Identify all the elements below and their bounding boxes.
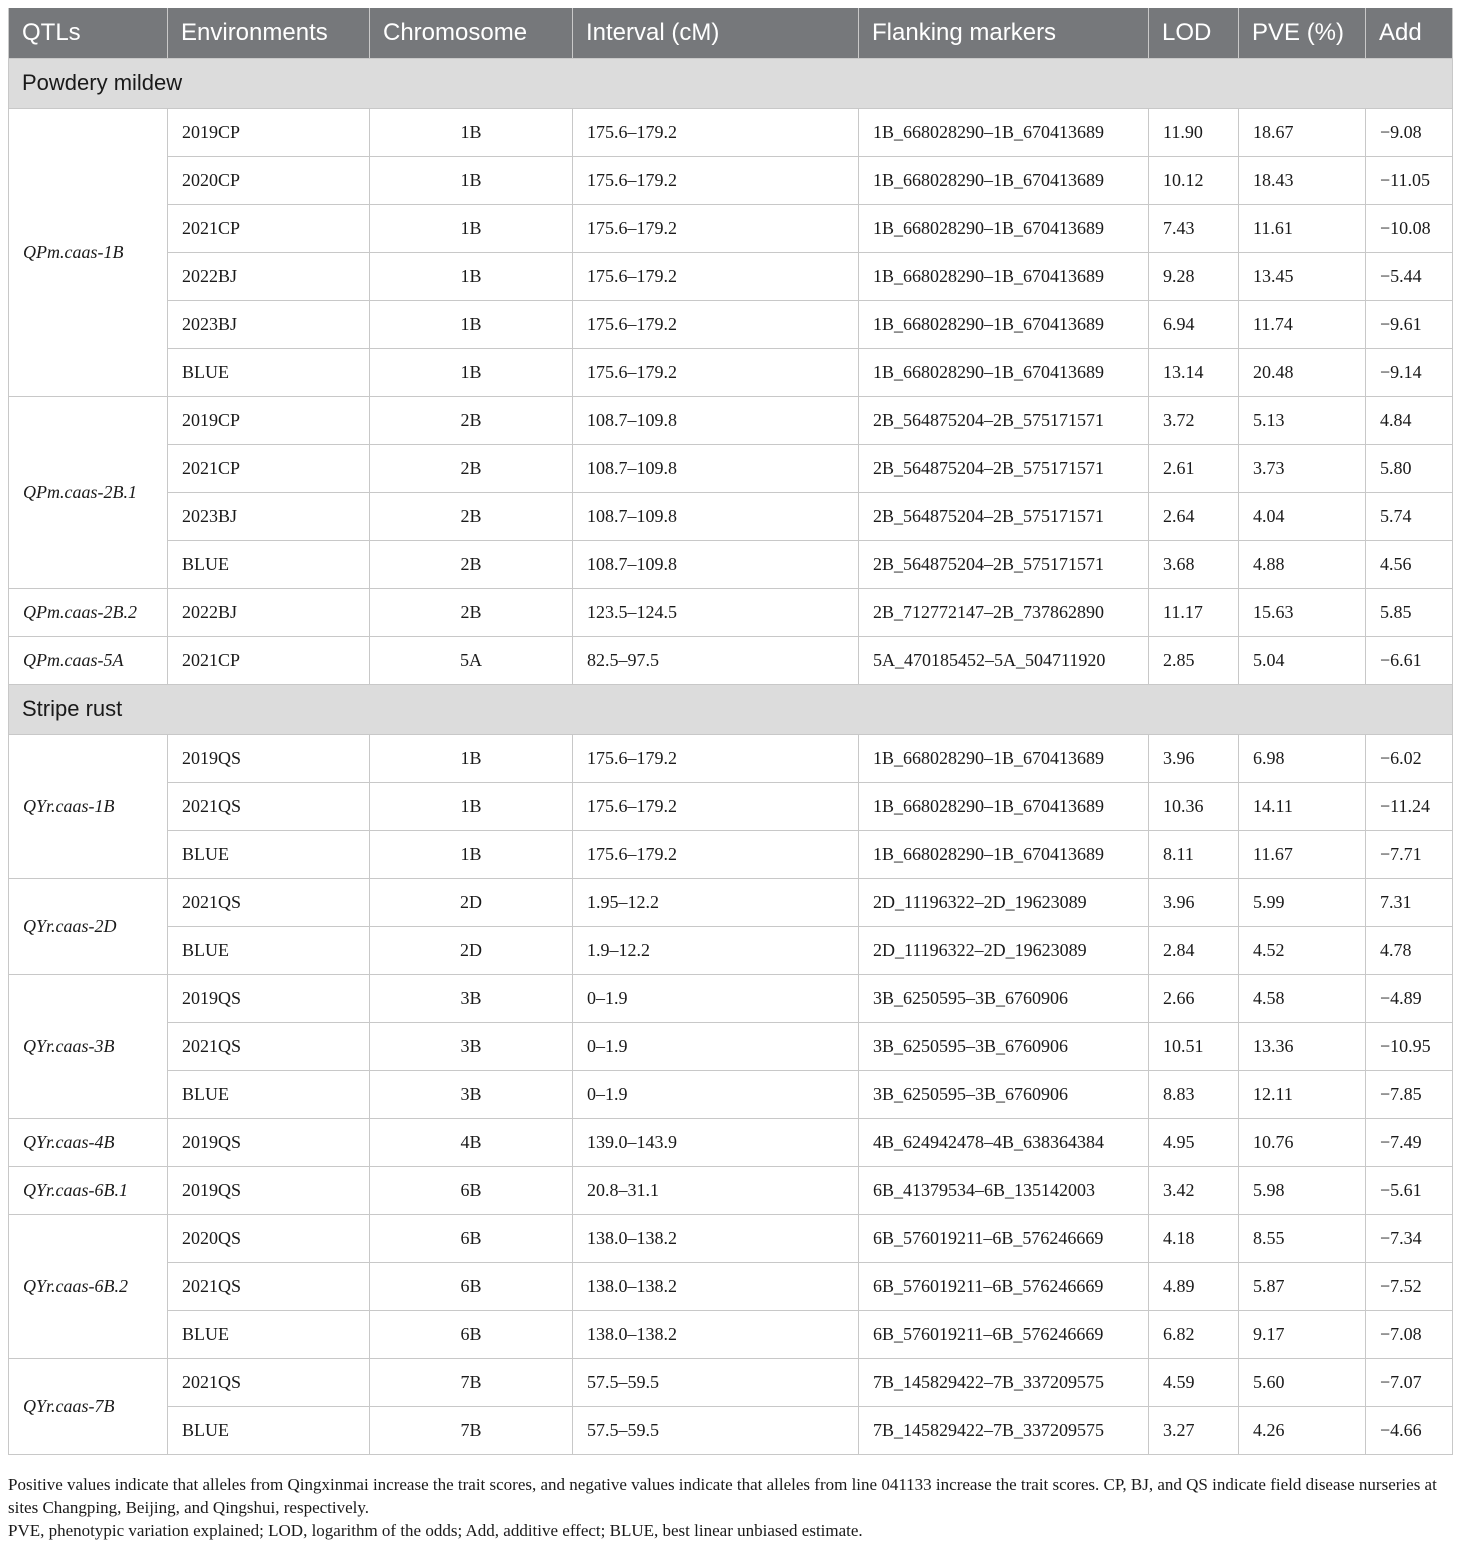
env-cell: 2020CP xyxy=(168,156,370,204)
lod-cell: 4.59 xyxy=(1149,1358,1239,1406)
env-cell: 2019QS xyxy=(168,1166,370,1214)
lod-cell: 10.12 xyxy=(1149,156,1239,204)
chromosome-cell: 1B xyxy=(370,252,573,300)
interval-cell: 108.7–109.8 xyxy=(573,492,859,540)
section-title: Stripe rust xyxy=(9,684,1453,734)
table-row xyxy=(9,204,1453,252)
table-row xyxy=(9,492,1453,540)
lod-cell: 11.90 xyxy=(1149,108,1239,156)
lod-cell: 9.28 xyxy=(1149,252,1239,300)
pve-cell: 4.04 xyxy=(1239,492,1366,540)
qtl-name-cell: QYr.caas-3B xyxy=(9,974,168,1118)
add-cell: −11.24 xyxy=(1366,782,1453,830)
interval-cell: 57.5–59.5 xyxy=(573,1406,859,1454)
table-row xyxy=(9,1358,1453,1406)
markers-cell: 7B_145829422–7B_337209575 xyxy=(859,1406,1149,1454)
env-cell: 2021QS xyxy=(168,878,370,926)
lod-cell: 2.66 xyxy=(1149,974,1239,1022)
env-cell: 2019CP xyxy=(168,108,370,156)
chromosome-cell: 2D xyxy=(370,926,573,974)
markers-cell: 2B_564875204–2B_575171571 xyxy=(859,492,1149,540)
pve-cell: 3.73 xyxy=(1239,444,1366,492)
add-cell: −5.44 xyxy=(1366,252,1453,300)
interval-cell: 108.7–109.8 xyxy=(573,540,859,588)
env-cell: 2019CP xyxy=(168,396,370,444)
table-row xyxy=(9,252,1453,300)
table-row xyxy=(9,396,1453,444)
qtl-name-cell: QYr.caas-2D xyxy=(9,878,168,974)
lod-cell: 8.83 xyxy=(1149,1070,1239,1118)
table-row xyxy=(9,734,1453,782)
table-row xyxy=(9,588,1453,636)
chromosome-cell: 2B xyxy=(370,588,573,636)
env-cell: 2023BJ xyxy=(168,492,370,540)
table-row xyxy=(9,878,1453,926)
header-row xyxy=(9,8,1453,58)
lod-cell: 2.84 xyxy=(1149,926,1239,974)
section-row xyxy=(9,58,1453,108)
chromosome-cell: 2D xyxy=(370,878,573,926)
interval-cell: 82.5–97.5 xyxy=(573,636,859,684)
interval-cell: 108.7–109.8 xyxy=(573,396,859,444)
interval-cell: 175.6–179.2 xyxy=(573,734,859,782)
add-cell: 4.56 xyxy=(1366,540,1453,588)
env-cell: 2022BJ xyxy=(168,588,370,636)
lod-cell: 13.14 xyxy=(1149,348,1239,396)
add-cell: −6.61 xyxy=(1366,636,1453,684)
lod-cell: 7.43 xyxy=(1149,204,1239,252)
pve-cell: 12.11 xyxy=(1239,1070,1366,1118)
section-row xyxy=(9,684,1453,734)
env-cell: 2022BJ xyxy=(168,252,370,300)
table-row xyxy=(9,1262,1453,1310)
chromosome-cell: 4B xyxy=(370,1118,573,1166)
lod-cell: 3.68 xyxy=(1149,540,1239,588)
interval-cell: 123.5–124.5 xyxy=(573,588,859,636)
chromosome-cell: 3B xyxy=(370,974,573,1022)
pve-cell: 4.52 xyxy=(1239,926,1366,974)
add-cell: −6.02 xyxy=(1366,734,1453,782)
chromosome-cell: 7B xyxy=(370,1358,573,1406)
env-cell: BLUE xyxy=(168,926,370,974)
pve-cell: 5.98 xyxy=(1239,1166,1366,1214)
lod-cell: 3.96 xyxy=(1149,734,1239,782)
pve-cell: 18.43 xyxy=(1239,156,1366,204)
pve-cell: 18.67 xyxy=(1239,108,1366,156)
add-cell: −7.49 xyxy=(1366,1118,1453,1166)
qtl-name-cell: QYr.caas-1B xyxy=(9,734,168,878)
add-cell: −7.71 xyxy=(1366,830,1453,878)
table-body xyxy=(9,58,1453,1454)
table-row xyxy=(9,926,1453,974)
chromosome-cell: 2B xyxy=(370,396,573,444)
env-cell: BLUE xyxy=(168,1406,370,1454)
markers-cell: 2D_11196322–2D_19623089 xyxy=(859,878,1149,926)
add-cell: −4.66 xyxy=(1366,1406,1453,1454)
add-cell: −7.08 xyxy=(1366,1310,1453,1358)
interval-cell: 20.8–31.1 xyxy=(573,1166,859,1214)
env-cell: 2019QS xyxy=(168,974,370,1022)
chromosome-cell: 3B xyxy=(370,1022,573,1070)
markers-cell: 3B_6250595–3B_6760906 xyxy=(859,974,1149,1022)
interval-cell: 175.6–179.2 xyxy=(573,108,859,156)
chromosome-cell: 1B xyxy=(370,204,573,252)
lod-cell: 4.89 xyxy=(1149,1262,1239,1310)
pve-cell: 9.17 xyxy=(1239,1310,1366,1358)
pve-cell: 11.61 xyxy=(1239,204,1366,252)
interval-cell: 57.5–59.5 xyxy=(573,1358,859,1406)
markers-cell: 1B_668028290–1B_670413689 xyxy=(859,348,1149,396)
interval-cell: 1.95–12.2 xyxy=(573,878,859,926)
qtl-name-cell: QYr.caas-6B.2 xyxy=(9,1214,168,1358)
table-row xyxy=(9,156,1453,204)
lod-cell: 2.85 xyxy=(1149,636,1239,684)
chromosome-cell: 1B xyxy=(370,300,573,348)
pve-cell: 13.45 xyxy=(1239,252,1366,300)
markers-cell: 1B_668028290–1B_670413689 xyxy=(859,300,1149,348)
markers-cell: 2B_564875204–2B_575171571 xyxy=(859,396,1149,444)
lod-cell: 2.61 xyxy=(1149,444,1239,492)
lod-cell: 10.51 xyxy=(1149,1022,1239,1070)
lod-cell: 3.42 xyxy=(1149,1166,1239,1214)
footnote-definitions: Positive values indicate that alleles from Qingxinmai increase the trait scores, and negative values indicate that alleles from line 041133 increase the trait scores. CP, BJ, and QS indicate field disease nurseries at sites Changping, Beijing, and Qingshui, respectively. xyxy=(8,1475,1437,1517)
pve-cell: 20.48 xyxy=(1239,348,1366,396)
chromosome-cell: 2B xyxy=(370,444,573,492)
lod-cell: 6.82 xyxy=(1149,1310,1239,1358)
chromosome-cell: 1B xyxy=(370,782,573,830)
pve-cell: 11.74 xyxy=(1239,300,1366,348)
interval-cell: 175.6–179.2 xyxy=(573,252,859,300)
markers-cell: 1B_668028290–1B_670413689 xyxy=(859,108,1149,156)
header-flanking-markers: Flanking markers xyxy=(859,8,1149,58)
markers-cell: 7B_145829422–7B_337209575 xyxy=(859,1358,1149,1406)
interval-cell: 175.6–179.2 xyxy=(573,830,859,878)
interval-cell: 0–1.9 xyxy=(573,1070,859,1118)
env-cell: 2021CP xyxy=(168,444,370,492)
chromosome-cell: 5A xyxy=(370,636,573,684)
markers-cell: 1B_668028290–1B_670413689 xyxy=(859,156,1149,204)
chromosome-cell: 2B xyxy=(370,540,573,588)
env-cell: 2021QS xyxy=(168,1262,370,1310)
lod-cell: 4.18 xyxy=(1149,1214,1239,1262)
env-cell: 2021QS xyxy=(168,1022,370,1070)
add-cell: −7.85 xyxy=(1366,1070,1453,1118)
env-cell: 2023BJ xyxy=(168,300,370,348)
header-environments: Environments xyxy=(168,8,370,58)
env-cell: BLUE xyxy=(168,830,370,878)
table-header xyxy=(9,8,1453,58)
pve-cell: 6.98 xyxy=(1239,734,1366,782)
add-cell: 5.80 xyxy=(1366,444,1453,492)
pve-cell: 11.67 xyxy=(1239,830,1366,878)
interval-cell: 175.6–179.2 xyxy=(573,782,859,830)
chromosome-cell: 1B xyxy=(370,348,573,396)
markers-cell: 6B_576019211–6B_576246669 xyxy=(859,1214,1149,1262)
table-row xyxy=(9,782,1453,830)
markers-cell: 3B_6250595–3B_6760906 xyxy=(859,1070,1149,1118)
pve-cell: 14.11 xyxy=(1239,782,1366,830)
add-cell: −5.61 xyxy=(1366,1166,1453,1214)
add-cell: −10.08 xyxy=(1366,204,1453,252)
interval-cell: 138.0–138.2 xyxy=(573,1214,859,1262)
header-pve: PVE (%) xyxy=(1239,8,1366,58)
lod-cell: 6.94 xyxy=(1149,300,1239,348)
markers-cell: 6B_41379534–6B_135142003 xyxy=(859,1166,1149,1214)
header-qtls: QTLs xyxy=(9,8,168,58)
add-cell: −9.08 xyxy=(1366,108,1453,156)
markers-cell: 3B_6250595–3B_6760906 xyxy=(859,1022,1149,1070)
table-row xyxy=(9,1022,1453,1070)
add-cell: −7.34 xyxy=(1366,1214,1453,1262)
interval-cell: 175.6–179.2 xyxy=(573,348,859,396)
lod-cell: 11.17 xyxy=(1149,588,1239,636)
add-cell: −11.05 xyxy=(1366,156,1453,204)
lod-cell: 3.27 xyxy=(1149,1406,1239,1454)
table-row xyxy=(9,444,1453,492)
qtl-name-cell: QYr.caas-4B xyxy=(9,1118,168,1166)
section-title: Powdery mildew xyxy=(9,58,1453,108)
lod-cell: 3.72 xyxy=(1149,396,1239,444)
table-row xyxy=(9,974,1453,1022)
lod-cell: 10.36 xyxy=(1149,782,1239,830)
header-lod: LOD xyxy=(1149,8,1239,58)
markers-cell: 1B_668028290–1B_670413689 xyxy=(859,734,1149,782)
add-cell: −9.14 xyxy=(1366,348,1453,396)
chromosome-cell: 6B xyxy=(370,1166,573,1214)
chromosome-cell: 6B xyxy=(370,1214,573,1262)
env-cell: 2021CP xyxy=(168,636,370,684)
add-cell: 7.31 xyxy=(1366,878,1453,926)
chromosome-cell: 2B xyxy=(370,492,573,540)
env-cell: 2021QS xyxy=(168,782,370,830)
env-cell: 2021QS xyxy=(168,1358,370,1406)
chromosome-cell: 7B xyxy=(370,1406,573,1454)
pve-cell: 4.26 xyxy=(1239,1406,1366,1454)
interval-cell: 175.6–179.2 xyxy=(573,156,859,204)
pve-cell: 5.99 xyxy=(1239,878,1366,926)
table-row xyxy=(9,830,1453,878)
markers-cell: 2D_11196322–2D_19623089 xyxy=(859,926,1149,974)
add-cell: 4.84 xyxy=(1366,396,1453,444)
qtl-name-cell: QPm.caas-2B.2 xyxy=(9,588,168,636)
markers-cell: 1B_668028290–1B_670413689 xyxy=(859,782,1149,830)
pve-cell: 15.63 xyxy=(1239,588,1366,636)
add-cell: 4.78 xyxy=(1366,926,1453,974)
markers-cell: 6B_576019211–6B_576246669 xyxy=(859,1262,1149,1310)
env-cell: BLUE xyxy=(168,540,370,588)
env-cell: BLUE xyxy=(168,1310,370,1358)
pve-cell: 13.36 xyxy=(1239,1022,1366,1070)
interval-cell: 1.9–12.2 xyxy=(573,926,859,974)
pve-cell: 4.58 xyxy=(1239,974,1366,1022)
chromosome-cell: 6B xyxy=(370,1262,573,1310)
table-row xyxy=(9,300,1453,348)
chromosome-cell: 3B xyxy=(370,1070,573,1118)
lod-cell: 2.64 xyxy=(1149,492,1239,540)
markers-cell: 2B_564875204–2B_575171571 xyxy=(859,540,1149,588)
chromosome-cell: 1B xyxy=(370,734,573,782)
add-cell: −7.52 xyxy=(1366,1262,1453,1310)
add-cell: 5.85 xyxy=(1366,588,1453,636)
footnote-abbreviations: PVE, phenotypic variation explained; LOD, logarithm of the odds; Add, additive effect; BLUE, best linear unbiased estimate. xyxy=(8,1521,863,1540)
header-chromosome: Chromosome xyxy=(370,8,573,58)
qtl-name-cell: QPm.caas-5A xyxy=(9,636,168,684)
table-row xyxy=(9,540,1453,588)
pve-cell: 5.60 xyxy=(1239,1358,1366,1406)
add-cell: −9.61 xyxy=(1366,300,1453,348)
markers-cell: 1B_668028290–1B_670413689 xyxy=(859,252,1149,300)
env-cell: 2020QS xyxy=(168,1214,370,1262)
interval-cell: 138.0–138.2 xyxy=(573,1262,859,1310)
interval-cell: 108.7–109.8 xyxy=(573,444,859,492)
interval-cell: 0–1.9 xyxy=(573,974,859,1022)
env-cell: 2021CP xyxy=(168,204,370,252)
markers-cell: 1B_668028290–1B_670413689 xyxy=(859,204,1149,252)
qtl-name-cell: QPm.caas-1B xyxy=(9,108,168,396)
table-row xyxy=(9,1214,1453,1262)
markers-cell: 4B_624942478–4B_638364384 xyxy=(859,1118,1149,1166)
env-cell: 2019QS xyxy=(168,734,370,782)
add-cell: −7.07 xyxy=(1366,1358,1453,1406)
lod-cell: 3.96 xyxy=(1149,878,1239,926)
env-cell: BLUE xyxy=(168,1070,370,1118)
table-row xyxy=(9,348,1453,396)
add-cell: 5.74 xyxy=(1366,492,1453,540)
markers-cell: 2B_712772147–2B_737862890 xyxy=(859,588,1149,636)
add-cell: −10.95 xyxy=(1366,1022,1453,1070)
chromosome-cell: 1B xyxy=(370,108,573,156)
chromosome-cell: 1B xyxy=(370,830,573,878)
table-row xyxy=(9,1310,1453,1358)
table-row xyxy=(9,1070,1453,1118)
pve-cell: 10.76 xyxy=(1239,1118,1366,1166)
qtl-name-cell: QYr.caas-7B xyxy=(9,1358,168,1454)
qtl-name-cell: QYr.caas-6B.1 xyxy=(9,1166,168,1214)
markers-cell: 2B_564875204–2B_575171571 xyxy=(859,444,1149,492)
markers-cell: 5A_470185452–5A_504711920 xyxy=(859,636,1149,684)
table-row xyxy=(9,636,1453,684)
lod-cell: 4.95 xyxy=(1149,1118,1239,1166)
pve-cell: 5.13 xyxy=(1239,396,1366,444)
markers-cell: 6B_576019211–6B_576246669 xyxy=(859,1310,1149,1358)
pve-cell: 5.04 xyxy=(1239,636,1366,684)
lod-cell: 8.11 xyxy=(1149,830,1239,878)
qtl-name-cell: QPm.caas-2B.1 xyxy=(9,396,168,588)
add-cell: −4.89 xyxy=(1366,974,1453,1022)
qtl-table xyxy=(8,8,1453,1455)
header-interval: Interval (cM) xyxy=(573,8,859,58)
interval-cell: 175.6–179.2 xyxy=(573,204,859,252)
interval-cell: 0–1.9 xyxy=(573,1022,859,1070)
chromosome-cell: 6B xyxy=(370,1310,573,1358)
interval-cell: 139.0–143.9 xyxy=(573,1118,859,1166)
table-row xyxy=(9,108,1453,156)
markers-cell: 1B_668028290–1B_670413689 xyxy=(859,830,1149,878)
env-cell: BLUE xyxy=(168,348,370,396)
pve-cell: 8.55 xyxy=(1239,1214,1366,1262)
env-cell: 2019QS xyxy=(168,1118,370,1166)
interval-cell: 175.6–179.2 xyxy=(573,300,859,348)
pve-cell: 5.87 xyxy=(1239,1262,1366,1310)
pve-cell: 4.88 xyxy=(1239,540,1366,588)
interval-cell: 138.0–138.2 xyxy=(573,1310,859,1358)
header-add: Add xyxy=(1366,8,1453,58)
table-row xyxy=(9,1118,1453,1166)
table-row xyxy=(9,1406,1453,1454)
chromosome-cell: 1B xyxy=(370,156,573,204)
table-row xyxy=(9,1166,1453,1214)
